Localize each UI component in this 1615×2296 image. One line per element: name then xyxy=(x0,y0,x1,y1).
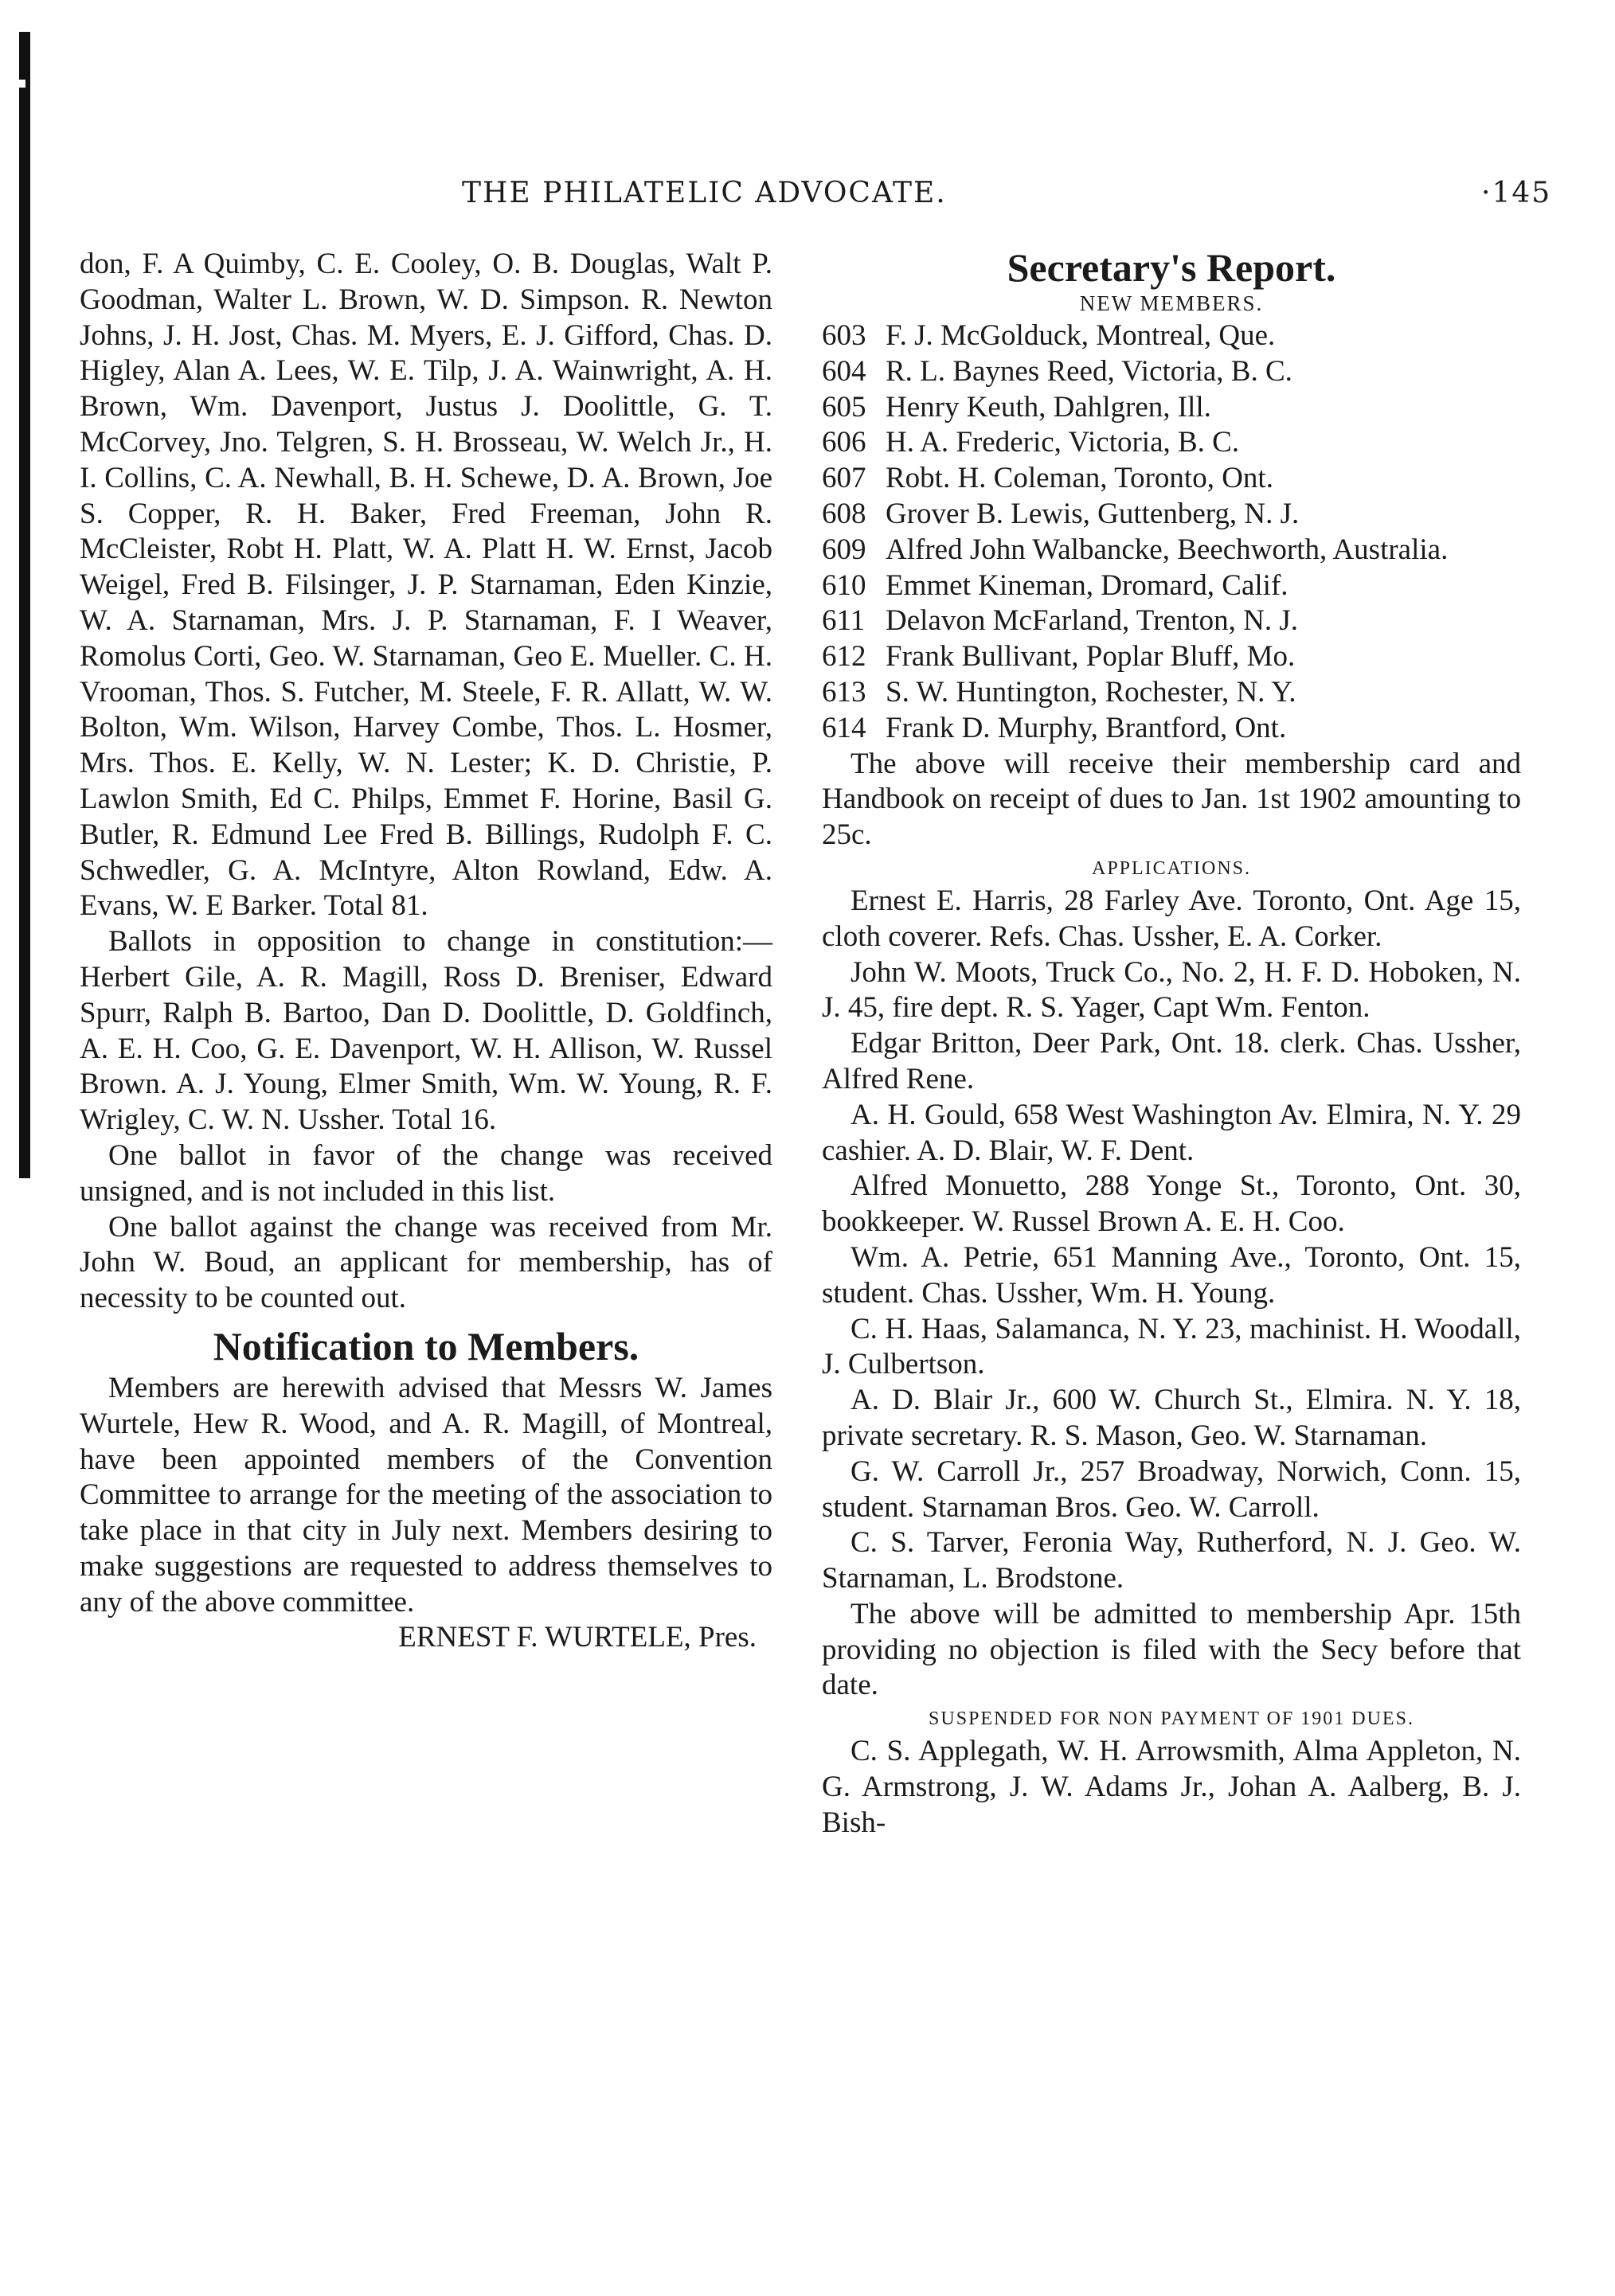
ballot-list-continued: don, F. A Quimby, C. E. Cooley, O. B. Douglas, Walt P. Goodman, Walter L. Brown, W. D. Simpson. R. Newton Johns, J. H. Jost, Chas. M. Myers, E. J. Gifford, Chas. D. Higley, Alan A. Lees, W. E. Tilp, J. A. Wainwright, A. H. Brown, Wm. Davenport, Justus J. Doolittle, G. T. McCorvey, Jno. Telgren, S. H. Brosseau, W. Welch Jr., H. I. Collins, C. A. Newhall, B. H. Schewe, D. A. Brown, Joe S. Copper, R. H. Baker, Fred Freeman, John R. McCleister, Robt H. Platt, W. A. Platt H. W. Ernst, Jacob Weigel, Fred B. Filsinger, J. P. Starnaman, Eden Kinzie, W. A. Starnaman, Mrs. J. P. Starnaman, F. I Weaver, Romolus Corti, Geo. W. Starnaman, Geo E. Mueller. C. H. Vrooman, Thos. S. Futcher, M. Steele, F. R. Allatt, W. W. Bolton, Wm. Wilson, Harvey Combe, Thos. L. Hosmer, Mrs. Thos. E. Kelly, W. N. Lester; K. D. Christie, P. Lawlon Smith, Ed C. Philps, Emmet F. Horine, Basil G. Butler, R. Edmund Lee Fred B. Billings, Rudolph F. C. Schwedler, G. A. McIntyre, Alton Rowland, Edw. A. Evans, W. E Barker. Total 81. xyxy=(80,248,772,923)
new-members-heading: NEW MEMBERS. xyxy=(1079,291,1264,315)
application-entry: C. H. Haas, Salamanca, N. Y. 23, machinist. H. Woodall, J. Culbertson. xyxy=(822,1312,1521,1381)
member-number: 603 xyxy=(822,319,866,352)
applications-heading: APPLICATIONS. xyxy=(1091,857,1252,879)
member-details: H. A. Frederic, Victoria, B. C. xyxy=(886,426,1240,459)
opposition-ballots-paragraph: Ballots in opposition to change in constitution:—Herbert Gile, A. R. Magill, Ross D. Breniser, Edward Spurr, Ralph B. Bartoo, Dan D. Doolittle, D. Goldfinch, A. E. H. Coo, G. E. Davenport, W. H. Allison, W. Russel Brown. A. J. Young, Elmer Smith, Wm. W. Young, R. F. Wrigley, C. W. N. Ussher. Total 16. xyxy=(80,925,772,1137)
new-members-note: The above will receive their membership card and Handbook on receipt of dues to Jan. 1st 1902 amounting to 25c. xyxy=(822,747,1521,852)
member-number: 613 xyxy=(822,675,866,709)
binding-mark xyxy=(19,80,25,88)
admission-note: The above will be admitted to membership Apr. 15th providing no objection is filed with the Secy before that date. xyxy=(822,1597,1521,1702)
member-details: Robt. H. Coleman, Toronto, Ont. xyxy=(886,462,1273,495)
member-number: 610 xyxy=(822,568,866,602)
suspended-heading: SUSPENDED FOR NON PAYMENT OF 1901 DUES. xyxy=(929,1708,1414,1730)
new-members-list xyxy=(822,318,1521,747)
application-entry: A. H. Gould, 658 West Washington Av. Elmira, N. Y. 29 cashier. A. D. Blair, W. F. Dent. xyxy=(822,1098,1521,1167)
applicant-ballot-paragraph: One ballot against the change was received from Mr. John W. Boud, an applicant for membership, has of necessity to be counted out. xyxy=(80,1210,772,1315)
application-entry: Wm. A. Petrie, 651 Manning Ave., Toronto, Ont. 15, student. Chas. Ussher, Wm. H. Young. xyxy=(822,1240,1521,1310)
member-entry xyxy=(822,425,1521,461)
suspended-members-list: C. S. Applegath, W. H. Arrowsmith, Alma Appleton, N. G. Armstrong, J. W. Adams Jr., Johan A. Aalberg, B. J. Bish- xyxy=(822,1735,1521,1839)
running-header xyxy=(0,177,1615,215)
member-details: Delavon McFarland, Trenton, N. J. xyxy=(886,604,1298,638)
member-details: Grover B. Lewis, Guttenberg, N. J. xyxy=(886,497,1300,530)
member-entry xyxy=(822,390,1521,426)
member-entry xyxy=(822,639,1521,675)
member-entry xyxy=(822,568,1521,604)
unsigned-ballot-paragraph: One ballot in favor of the change was received unsigned, and is not included in this list. xyxy=(80,1138,772,1208)
secretary-report-heading: Secretary's Report. xyxy=(1007,245,1336,290)
notification-paragraph: Members are herewith advised that Messrs W. James Wurtele, Hew R. Wood, and A. R. Magill, of Montreal, have been appointed members of the Convention Committee to arrange for the meeting of the association to take place in that city in July next. Members desiring to make suggestions are requested to address themselves to any of the above committee. xyxy=(80,1371,772,1619)
member-details: F. J. McGolduck, Montreal, Que. xyxy=(886,319,1276,352)
member-entry xyxy=(822,675,1521,711)
member-number: 614 xyxy=(822,711,866,744)
member-number: 611 xyxy=(822,604,866,638)
member-entry xyxy=(822,354,1521,390)
applications-list xyxy=(822,884,1521,1597)
application-entry: John W. Moots, Truck Co., No. 2, H. F. D. Hoboken, N. J. 45, fire dept. R. S. Yager, Capt Wm. Fenton. xyxy=(822,955,1521,1025)
application-entry: C. S. Tarver, Feronia Way, Rutherford, N. J. Geo. W. Starnaman, L. Brodstone. xyxy=(822,1526,1521,1595)
application-entry: A. D. Blair Jr., 600 W. Church St., Elmira. N. Y. 18, private secretary. R. S. Mason, Geo. W. Starnaman. xyxy=(822,1384,1521,1452)
member-details: Alfred John Walbancke, Beechworth, Australia. xyxy=(886,533,1449,566)
application-entry: Edgar Britton, Deer Park, Ont. 18. clerk. Chas. Ussher, Alfred Rene. xyxy=(822,1027,1521,1095)
journal-title: THE PHILATELIC ADVOCATE. xyxy=(462,177,947,209)
left-column xyxy=(80,247,772,1656)
member-entry xyxy=(822,533,1521,568)
member-details: Emmet Kineman, Dromard, Calif. xyxy=(886,568,1288,602)
application-entry: Ernest E. Harris, 28 Farley Ave. Toronto, Ont. Age 15, cloth coverer. Refs. Chas. Ussher, E. A. Corker. xyxy=(822,884,1521,953)
member-entry xyxy=(822,603,1521,639)
member-entry xyxy=(822,461,1521,497)
member-number: 606 xyxy=(822,426,866,459)
member-details: S. W. Huntington, Rochester, N. Y. xyxy=(886,675,1296,709)
member-number: 605 xyxy=(822,390,866,424)
application-entry: G. W. Carroll Jr., 257 Broadway, Norwich, Conn. 15, student. Starnaman Bros. Geo. W. Carroll. xyxy=(822,1455,1521,1524)
member-entry xyxy=(822,711,1521,747)
member-entry xyxy=(822,497,1521,533)
member-number: 607 xyxy=(822,462,866,495)
page-number: ·145 xyxy=(1481,177,1552,209)
president-signature: ERNEST F. WURTELE, Pres. xyxy=(398,1621,757,1654)
application-entry: Alfred Monuetto, 288 Yonge St., Toronto, Ont. 30, bookkeeper. W. Russel Brown A. E. H. Coo. xyxy=(822,1169,1521,1239)
notification-heading: Notification to Members. xyxy=(213,1323,639,1369)
member-number: 609 xyxy=(822,533,866,566)
member-number: 608 xyxy=(822,497,866,530)
member-details: R. L. Baynes Reed, Victoria, B. C. xyxy=(886,354,1292,388)
member-details: Henry Keuth, Dahlgren, Ill. xyxy=(886,390,1211,424)
member-details: Frank Bullivant, Poplar Bluff, Mo. xyxy=(886,640,1296,674)
member-number: 604 xyxy=(822,354,866,388)
member-details: Frank D. Murphy, Brantford, Ont. xyxy=(886,711,1287,744)
member-number: 612 xyxy=(822,640,866,674)
right-column xyxy=(822,247,1521,1841)
member-entry xyxy=(822,318,1521,354)
